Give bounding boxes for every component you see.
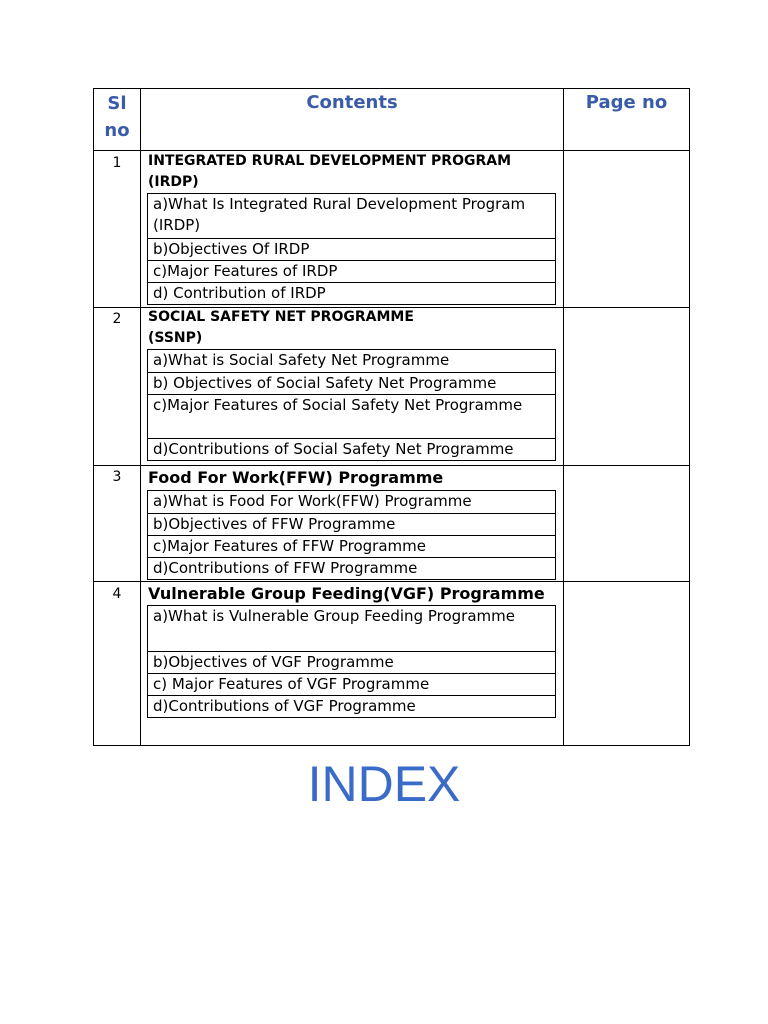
- section-number: 1: [112, 155, 122, 171]
- section-title: Food For Work(FFW) Programme: [148, 468, 444, 487]
- table-border-bottom: [93, 745, 690, 746]
- section-title: SOCIAL SAFETY NET PROGRAMME (SSNP): [148, 309, 414, 346]
- list-item: a)What is Food For Work(FFW) Programme: [153, 492, 472, 510]
- list-item: b)Objectives of VGF Programme: [148, 651, 555, 673]
- list-item: c)Major Features of FFW Programme: [148, 535, 555, 557]
- list-item: d)Contributions of VGF Programme: [148, 695, 555, 717]
- subtopic-list: [147, 193, 556, 305]
- list-item: b)Objectives of FFW Programme: [148, 513, 555, 535]
- list-item: c) Major Features of VGF Programme: [148, 673, 555, 695]
- table-border-left: [93, 88, 94, 746]
- list-item: c)Major Features of IRDP: [148, 260, 555, 282]
- list-item: a)What Is Integrated Rural Development Program (IRDP): [153, 195, 526, 234]
- subtopic-list: [147, 605, 556, 718]
- table-border-right: [689, 88, 690, 746]
- subtopic-list: [147, 490, 556, 580]
- table-col-divider: [563, 88, 564, 746]
- header-contents: Contents: [306, 92, 398, 113]
- list-item: b) Objectives of Social Safety Net Programme: [148, 372, 555, 394]
- section-number: 4: [112, 586, 122, 602]
- table-row-divider: [93, 581, 690, 582]
- index-heading: INDEX: [307, 756, 461, 812]
- section-number: 3: [112, 469, 122, 485]
- section-title: INTEGRATED RURAL DEVELOPMENT PROGRAM (IRDP): [148, 153, 512, 190]
- list-item: b)Objectives Of IRDP: [148, 238, 555, 260]
- list-item: c)Major Features of Social Safety Net Programme: [148, 394, 555, 438]
- list-item: a)What is Social Safety Net Programme: [153, 351, 450, 369]
- list-item: d)Contributions of FFW Programme: [148, 557, 555, 579]
- section-number: 2: [112, 311, 122, 327]
- list-item: a)What is Vulnerable Group Feeding Programme: [153, 607, 515, 625]
- section-title: Vulnerable Group Feeding(VGF) Programme: [148, 584, 545, 603]
- header-page-no: Page no: [585, 92, 668, 113]
- table-col-divider: [140, 88, 141, 746]
- header-sl-no: Sl no: [104, 93, 130, 141]
- list-item: d) Contribution of IRDP: [148, 282, 555, 304]
- list-item: d)Contributions of Social Safety Net Programme: [148, 438, 555, 460]
- table-row-divider: [93, 465, 690, 466]
- subtopic-list: [147, 349, 556, 461]
